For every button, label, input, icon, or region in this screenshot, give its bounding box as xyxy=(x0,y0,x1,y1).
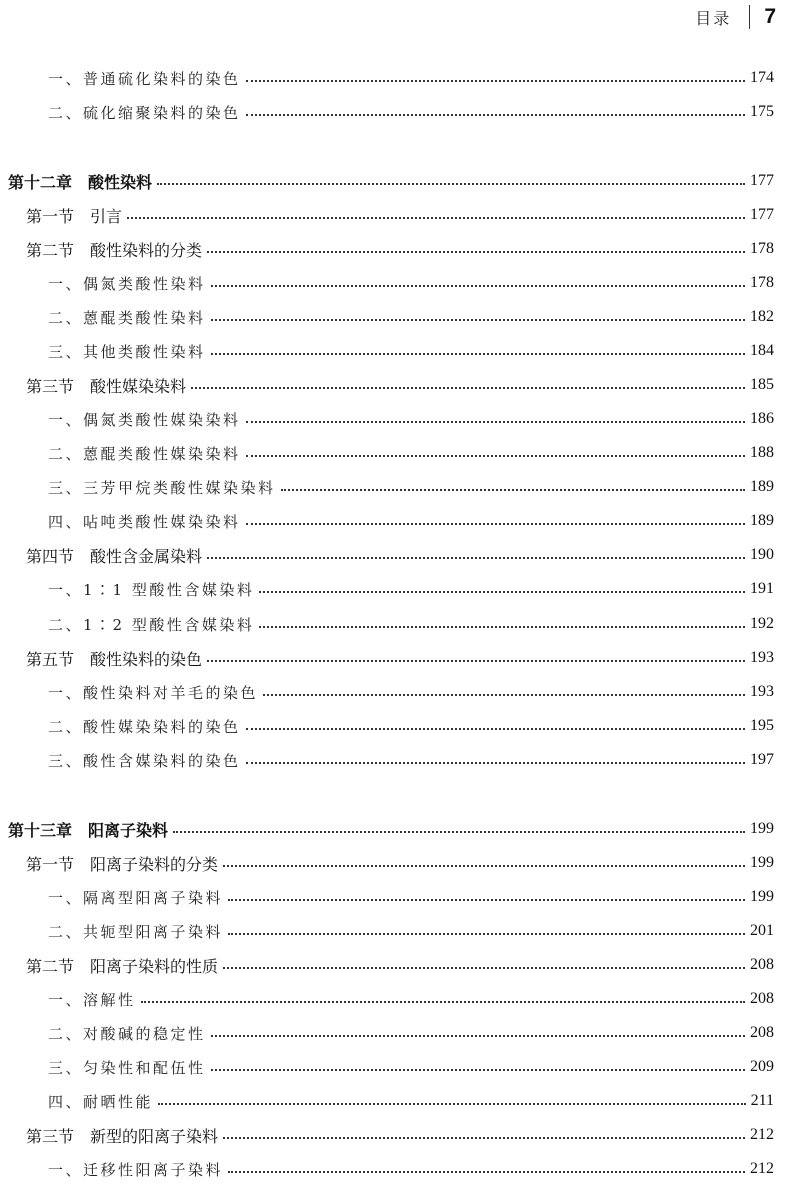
toc-item-entry xyxy=(48,1155,774,1183)
entry-title: 二、1∶2 型酸性含媒染料 xyxy=(48,615,255,634)
dot-leader xyxy=(127,217,745,219)
entry-title: 第一节 引言 xyxy=(26,206,123,226)
dot-leader xyxy=(281,489,745,491)
toc-chapter-entry xyxy=(8,815,774,843)
entry-title: 第五节 酸性染料的染色 xyxy=(26,649,203,669)
entry-page-number: 177 xyxy=(750,172,774,189)
dot-leader xyxy=(228,899,745,901)
toc-section-entry xyxy=(26,1121,774,1149)
dot-leader xyxy=(259,626,745,628)
entry-page-number: 197 xyxy=(750,751,774,768)
dot-leader xyxy=(246,523,745,525)
entry-page-number: 209 xyxy=(750,1058,774,1075)
toc-item-entry xyxy=(48,1087,774,1115)
entry-title: 二、蒽醌类酸性染料 xyxy=(48,308,206,327)
entry-page-number: 199 xyxy=(750,888,774,905)
dot-leader xyxy=(246,421,745,423)
header-divider xyxy=(749,5,750,29)
entry-page-number: 184 xyxy=(750,342,774,359)
toc-section-entry xyxy=(26,951,774,979)
toc-item-entry xyxy=(48,985,774,1013)
toc-item-entry xyxy=(48,575,774,603)
toc-item-entry xyxy=(48,746,774,774)
toc-section-entry xyxy=(26,644,774,672)
dot-leader xyxy=(246,762,745,764)
dot-leader xyxy=(158,1103,746,1105)
toc-section-entry xyxy=(26,849,774,877)
dot-leader xyxy=(246,728,745,730)
entry-title: 三、匀染性和配伍性 xyxy=(48,1058,206,1077)
entry-page-number: 178 xyxy=(750,240,774,257)
toc-section-entry xyxy=(26,371,774,399)
dot-leader xyxy=(173,831,745,833)
toc-item-entry xyxy=(48,1053,774,1081)
toc-item-entry xyxy=(48,98,774,126)
entry-title: 四、耐晒性能 xyxy=(48,1092,154,1111)
toc-item-entry xyxy=(48,712,774,740)
entry-page-number: 182 xyxy=(750,308,774,325)
entry-page-number: 199 xyxy=(750,820,774,837)
entry-title: 一、酸性染料对羊毛的染色 xyxy=(48,683,259,702)
dot-leader xyxy=(141,1001,745,1003)
dot-leader xyxy=(228,933,745,935)
entry-title: 第十二章 酸性染料 xyxy=(8,172,153,192)
entry-page-number: 174 xyxy=(750,69,774,86)
entry-title: 第三节 酸性媒染染料 xyxy=(26,376,187,396)
entry-page-number: 189 xyxy=(750,478,774,495)
entry-title: 一、溶解性 xyxy=(48,990,136,1009)
toc-item-entry xyxy=(48,883,774,911)
toc-item-entry xyxy=(48,917,774,945)
toc-section-entry xyxy=(26,201,774,229)
entry-title: 三、其他类酸性染料 xyxy=(48,342,206,361)
entry-page-number: 193 xyxy=(750,683,774,700)
entry-page-number: 191 xyxy=(750,580,774,597)
dot-leader xyxy=(207,251,745,253)
entry-title: 第二节 酸性染料的分类 xyxy=(26,240,203,260)
entry-title: 第十三章 阳离子染料 xyxy=(8,820,169,840)
dot-leader xyxy=(223,967,745,969)
dot-leader xyxy=(211,319,745,321)
toc-item-entry xyxy=(48,64,774,92)
entry-page-number: 185 xyxy=(750,376,774,393)
dot-leader xyxy=(228,1171,745,1173)
entry-title: 一、普通硫化染料的染色 xyxy=(48,69,241,88)
toc-chapter-entry xyxy=(8,167,774,195)
header-section-title: 目录 xyxy=(695,8,732,28)
dot-leader xyxy=(191,387,745,389)
entry-page-number: 211 xyxy=(750,1092,774,1109)
entry-title: 一、隔离型阳离子染料 xyxy=(48,888,224,907)
dot-leader xyxy=(223,865,745,867)
entry-title: 三、三芳甲烷类酸性媒染染料 xyxy=(48,478,276,497)
entry-page-number: 208 xyxy=(750,990,774,1007)
entry-page-number: 186 xyxy=(750,410,774,427)
entry-page-number: 208 xyxy=(750,956,774,973)
entry-title: 一、1∶1 型酸性含媒染料 xyxy=(48,580,255,599)
toc-section-entry xyxy=(26,541,774,569)
toc-item-entry xyxy=(48,337,774,365)
header-page-number: 7 xyxy=(764,5,776,28)
dot-leader xyxy=(246,80,745,82)
entry-title: 二、酸性媒染染料的染色 xyxy=(48,717,241,736)
entry-page-number: 178 xyxy=(750,274,774,291)
dot-leader xyxy=(211,1069,745,1071)
entry-page-number: 201 xyxy=(750,922,774,939)
dot-leader xyxy=(211,1035,745,1037)
toc-item-entry xyxy=(48,473,774,501)
entry-page-number: 177 xyxy=(750,206,774,223)
dot-leader xyxy=(207,660,745,662)
entry-page-number: 190 xyxy=(750,546,774,563)
entry-page-number: 188 xyxy=(750,444,774,461)
entry-title: 二、蒽醌类酸性媒染染料 xyxy=(48,444,241,463)
toc-item-entry xyxy=(48,269,774,297)
entry-title: 二、硫化缩聚染料的染色 xyxy=(48,103,241,122)
entry-page-number: 193 xyxy=(750,649,774,666)
toc-item-entry xyxy=(48,678,774,706)
entry-page-number: 212 xyxy=(750,1160,774,1177)
toc-item-entry xyxy=(48,439,774,467)
entry-title: 二、共轭型阳离子染料 xyxy=(48,922,224,941)
dot-leader xyxy=(259,591,745,593)
entry-title: 一、偶氮类酸性染料 xyxy=(48,274,206,293)
entry-page-number: 189 xyxy=(750,512,774,529)
running-header xyxy=(695,2,776,32)
toc-item-entry xyxy=(48,1019,774,1047)
entry-title: 三、酸性含媒染料的染色 xyxy=(48,751,241,770)
entry-page-number: 175 xyxy=(750,103,774,120)
toc-section-entry xyxy=(26,235,774,263)
dot-leader xyxy=(211,285,745,287)
entry-page-number: 208 xyxy=(750,1024,774,1041)
entry-title: 一、偶氮类酸性媒染染料 xyxy=(48,410,241,429)
entry-title: 第四节 酸性含金属染料 xyxy=(26,546,203,566)
entry-title: 一、迁移性阳离子染料 xyxy=(48,1160,224,1179)
entry-page-number: 192 xyxy=(750,615,774,632)
dot-leader xyxy=(211,353,745,355)
dot-leader xyxy=(246,114,745,116)
entry-title: 第三节 新型的阳离子染料 xyxy=(26,1126,219,1146)
dot-leader xyxy=(207,557,745,559)
entry-title: 二、对酸碱的稳定性 xyxy=(48,1024,206,1043)
toc-item-entry xyxy=(48,303,774,331)
dot-leader xyxy=(263,694,745,696)
entry-page-number: 212 xyxy=(750,1126,774,1143)
entry-page-number: 195 xyxy=(750,717,774,734)
dot-leader xyxy=(246,455,745,457)
entry-page-number: 199 xyxy=(750,854,774,871)
toc-item-entry xyxy=(48,507,774,535)
dot-leader xyxy=(223,1137,745,1139)
dot-leader xyxy=(157,183,745,185)
toc-item-entry xyxy=(48,405,774,433)
entry-title: 第二节 阳离子染料的性质 xyxy=(26,956,219,976)
entry-title: 四、呫吨类酸性媒染染料 xyxy=(48,512,241,531)
toc-item-entry xyxy=(48,610,774,638)
entry-title: 第一节 阳离子染料的分类 xyxy=(26,854,219,874)
